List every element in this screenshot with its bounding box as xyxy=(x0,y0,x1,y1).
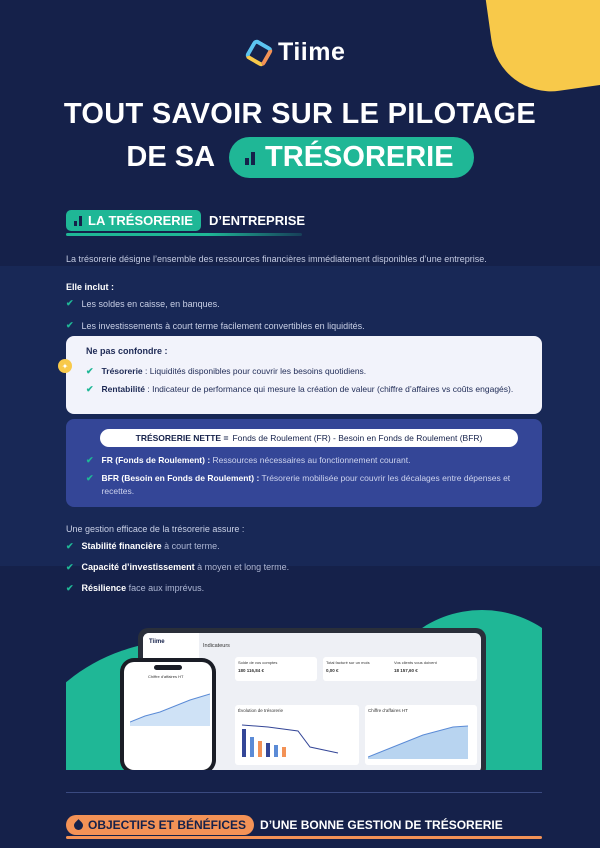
section-title-objectifs xyxy=(66,815,503,835)
phone-notch xyxy=(154,665,182,670)
section-tag: OBJECTIFS ET BÉNÉFICES xyxy=(66,815,254,835)
inclut-label: Elle inclut : xyxy=(66,282,115,292)
gestion-list xyxy=(66,541,289,604)
tiime-logo-icon xyxy=(244,37,274,67)
title-pill-label: TRÉSORERIE xyxy=(265,141,454,173)
section-title-tresorerie xyxy=(66,210,305,231)
lightbulb-icon: ✦ xyxy=(58,359,72,373)
confusion-heading: Ne pas confondre : xyxy=(86,346,168,356)
list-item: ✔ Rentabilité : Indicateur de performance qui mesure la création de valeur (chiffre d’affaires vs coûts engagés). xyxy=(86,384,514,394)
check-icon: ✔ xyxy=(86,384,94,394)
check-icon: ✔ xyxy=(86,455,94,465)
section-tag xyxy=(66,210,201,231)
phone-screen xyxy=(124,662,212,770)
page-title-line2 xyxy=(0,137,600,178)
section-title-rest: D’ENTREPRISE xyxy=(208,213,306,228)
treasury-chart-panel: Évolution de trésorerie xyxy=(235,705,359,765)
check-icon: ✔ xyxy=(66,298,74,308)
app-logo: Tiime xyxy=(149,639,165,645)
section-divider xyxy=(66,792,542,793)
list-item: ✔ Les soldes en caisse, en banques. xyxy=(66,298,220,309)
check-icon: ✔ xyxy=(66,562,74,572)
list-item: ✔ Capacité d’investissement à moyen et long terme. xyxy=(66,562,290,572)
confusion-card xyxy=(66,336,542,414)
tiime-logo xyxy=(248,38,345,67)
phone-title: Chiffre d’affaires HT xyxy=(148,674,184,679)
kpi-card: Vos clients vous doivent 18 157,60 € xyxy=(391,657,477,681)
check-icon: ✔ xyxy=(66,541,74,551)
bar-chart-mini xyxy=(238,717,348,759)
page-title-line1: TOUT SAVOIR SUR LE PILOTAGE xyxy=(63,98,537,130)
section-title-rest: D’UNE BONNE GESTION DE TRÉSORERIE xyxy=(260,818,503,832)
list-item: ✔ Trésorerie : Liquidités disponibles pour couvrir les besoins quotidiens. xyxy=(86,366,367,376)
bar-chart-icon xyxy=(245,151,255,165)
gestion-label: Une gestion efficace de la trésorerie assure : xyxy=(66,524,245,534)
list-item: ✔ FR (Fonds de Roulement) : Ressources nécessaires au fonctionnement courant. xyxy=(86,455,411,465)
bar-chart-icon xyxy=(74,216,82,226)
drop-icon xyxy=(72,819,85,832)
check-icon: ✔ xyxy=(86,473,94,483)
kpi-card: Total facturé sur un mois 0,00 € xyxy=(323,657,405,681)
area-chart-mini xyxy=(368,717,468,759)
list-item: ✔ BFR (Besoin en Fonds de Roulement) : Trésorerie mobilisée pour couvrir les décalages entre dépenses et recettes. xyxy=(86,473,511,496)
list-item: ✔ Stabilité financière à court terme. xyxy=(66,541,220,551)
check-icon: ✔ xyxy=(86,366,94,376)
app-mockup-visual xyxy=(66,600,542,770)
intro-text: La trésorerie désigne l’ensemble des ressources financières immédiatement disponibles d’une entreprise. xyxy=(66,254,487,264)
brand-name: Tiime xyxy=(278,38,346,66)
phone-area-chart xyxy=(130,686,210,726)
screen-title: Indicateurs xyxy=(203,643,230,649)
title-prefix: DE SA xyxy=(126,141,216,173)
net-treasury-card xyxy=(66,419,542,507)
check-icon: ✔ xyxy=(66,320,74,330)
title-pill xyxy=(229,137,474,178)
section-underline xyxy=(66,836,542,839)
list-item: ✔ Les investissements à court terme facilement convertibles en liquidités. xyxy=(66,320,365,331)
section-tag-label: LA TRÉSORERIE xyxy=(88,213,193,228)
kpi-card: Solde de vos comptes 180 116,84 € xyxy=(235,657,317,681)
phone-mockup xyxy=(120,658,216,770)
section-underline xyxy=(66,233,302,236)
revenue-chart-panel: Chiffre d’affaires HT xyxy=(365,705,477,765)
net-treasury-formula: TRÉSORERIE NETTE = Fonds de Roulement (FR) - Besoin en Fonds de Roulement (BFR) xyxy=(100,429,518,447)
list-item: ✔ Résilience face aux imprévus. xyxy=(66,583,205,593)
check-icon: ✔ xyxy=(66,583,74,593)
